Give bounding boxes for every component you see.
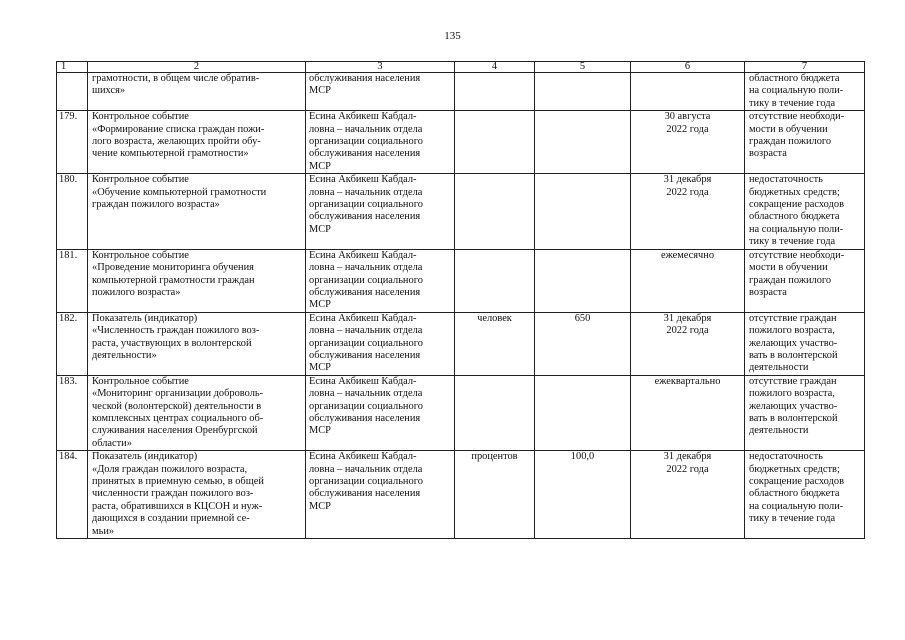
row-unit <box>455 174 535 249</box>
row-number: 184. <box>57 451 88 539</box>
column-header: 2 <box>88 62 306 73</box>
row-deadline: ежеквартально <box>631 375 745 450</box>
row-deadline: 31 декабря 2022 года <box>631 312 745 375</box>
row-description: Показатель (индикатор) «Доля граждан пожилого возраста, принятых в приемную семью, в общей численности граждан пожилого воз- раста, обратившихся в КЦСОН и нуж- дающихся в создании приемной се- мьи» <box>88 451 306 539</box>
row-risk: недостаточность бюджетных средств; сокращение расходов областного бюджета на социальную поли- тику в течение года <box>745 451 865 539</box>
row-deadline: 31 декабря 2022 года <box>631 174 745 249</box>
row-number: 183. <box>57 375 88 450</box>
row-risk: отсутствие граждан пожилого возраста, желающих участво- вать в волонтерской деятельности <box>745 375 865 450</box>
row-risk: недостаточность бюджетных средств; сокращение расходов областного бюджета на социальную поли- тику в течение года <box>745 174 865 249</box>
row-description: Контрольное событие «Формирование списка граждан пожи- лого возраста, желающих пройти обу- чение компьютерной грамотности» <box>88 111 306 174</box>
row-value <box>535 111 631 174</box>
row-number: 182. <box>57 312 88 375</box>
row-risk: отсутствие необходи- мости в обучении граждан пожилого возраста <box>745 249 865 312</box>
table-row <box>57 451 865 539</box>
row-value <box>535 73 631 111</box>
row-number: 179. <box>57 111 88 174</box>
table-row <box>57 73 865 111</box>
table-header-row <box>57 62 865 73</box>
column-header: 5 <box>535 62 631 73</box>
column-header: 1 <box>57 62 88 73</box>
row-deadline: 31 декабря 2022 года <box>631 451 745 539</box>
row-responsible: Есина Акбикеш Кабдал- ловна – начальник отдела организации социального обслуживания населения МСР <box>306 451 455 539</box>
column-header: 3 <box>306 62 455 73</box>
row-unit: процентов <box>455 451 535 539</box>
row-value <box>535 249 631 312</box>
row-unit <box>455 375 535 450</box>
row-number <box>57 73 88 111</box>
row-number: 180. <box>57 174 88 249</box>
row-unit <box>455 111 535 174</box>
row-responsible: обслуживания населения МСР <box>306 73 455 111</box>
table-row <box>57 174 865 249</box>
row-responsible: Есина Акбикеш Кабдал- ловна – начальник отдела организации социального обслуживания населения МСР <box>306 249 455 312</box>
row-value <box>535 174 631 249</box>
row-responsible: Есина Акбикеш Кабдал- ловна – начальник отдела организации социального обслуживания населения МСР <box>306 174 455 249</box>
row-risk: областного бюджета на социальную поли- тику в течение года <box>745 73 865 111</box>
row-unit <box>455 73 535 111</box>
row-risk: отсутствие необходи- мости в обучении граждан пожилого возраста <box>745 111 865 174</box>
row-description: Показатель (индикатор) «Численность граждан пожилого воз- раста, участвующих в волонтерской деятельности» <box>88 312 306 375</box>
row-responsible: Есина Акбикеш Кабдал- ловна – начальник отдела организации социального обслуживания населения МСР <box>306 375 455 450</box>
row-unit <box>455 249 535 312</box>
table-row <box>57 249 865 312</box>
plan-table <box>56 61 865 539</box>
row-deadline: 30 августа 2022 года <box>631 111 745 174</box>
row-unit: человек <box>455 312 535 375</box>
row-number: 181. <box>57 249 88 312</box>
row-description: Контрольное событие «Обучение компьютерной грамотности граждан пожилого возраста» <box>88 174 306 249</box>
row-responsible: Есина Акбикеш Кабдал- ловна – начальник отдела организации социального обслуживания населения МСР <box>306 312 455 375</box>
row-responsible: Есина Акбикеш Кабдал- ловна – начальник отдела организации социального обслуживания населения МСР <box>306 111 455 174</box>
column-header: 4 <box>455 62 535 73</box>
row-description: Контрольное событие «Мониторинг организации доброволь- ческой (волонтерской) деятельности в комплексных центрах социального об- служивания населения Оренбургской области» <box>88 375 306 450</box>
row-value: 650 <box>535 312 631 375</box>
row-risk: отсутствие граждан пожилого возраста, желающих участво- вать в волонтерской деятельности <box>745 312 865 375</box>
table-row <box>57 375 865 450</box>
row-value <box>535 375 631 450</box>
table-row <box>57 312 865 375</box>
column-header: 6 <box>631 62 745 73</box>
page-number: 135 <box>444 30 461 42</box>
row-deadline: ежемесячно <box>631 249 745 312</box>
row-value: 100,0 <box>535 451 631 539</box>
column-header: 7 <box>745 62 865 73</box>
row-description: Контрольное событие «Проведение мониторинга обучения компьютерной грамотности граждан пожилого возраста» <box>88 249 306 312</box>
table-row <box>57 111 865 174</box>
row-deadline <box>631 73 745 111</box>
row-description: грамотности, в общем числе обратив- шихся» <box>88 73 306 111</box>
